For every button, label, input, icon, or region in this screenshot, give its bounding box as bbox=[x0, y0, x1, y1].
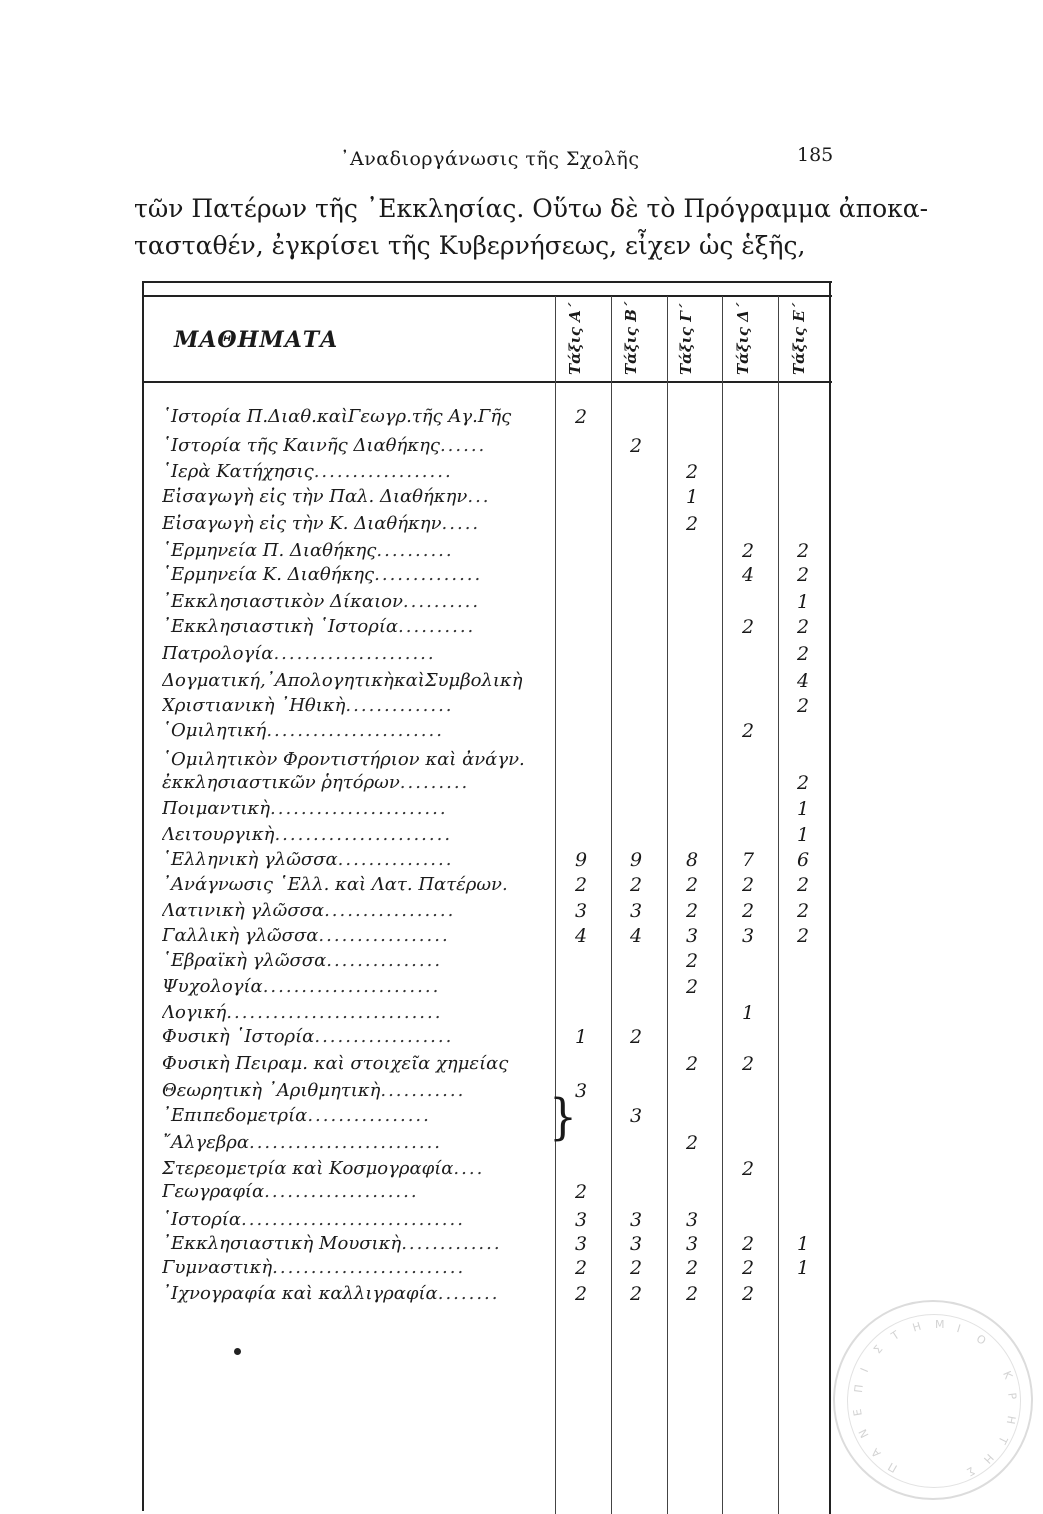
hours-value: 8 bbox=[685, 849, 699, 871]
subject-row bbox=[162, 404, 554, 430]
subject-name: Εἰσαγωγὴ εἰς τὴν Κ. Διαθήκην bbox=[162, 513, 442, 534]
running-title: ᾿Αναδιοργάνωσις τῆς Σχολῆς bbox=[340, 148, 640, 170]
subject-name: Δογματική,᾿ΑπολογητικὴκαὶΣυμβολικὴ bbox=[162, 670, 523, 691]
leader-dots: ........... bbox=[380, 1080, 466, 1101]
leader-dots: .................. bbox=[314, 1026, 454, 1047]
subject-row bbox=[162, 1255, 554, 1281]
column-divider bbox=[611, 296, 612, 1514]
leader-dots: .......... bbox=[402, 591, 481, 612]
hours-value: 2 bbox=[685, 461, 699, 483]
leader-dots: .......... bbox=[398, 616, 476, 637]
hours-value: 2 bbox=[685, 900, 699, 922]
leader-dots: ..... bbox=[441, 513, 481, 534]
subject-name: ῾Ιερὰ Κατήχησις bbox=[162, 461, 314, 482]
subject-name: ἐκκλησιαστικῶν ῥητόρων bbox=[162, 772, 400, 793]
subject-name: ᾿Εκκλησιαστικὸν Δίκαιον bbox=[162, 591, 403, 612]
subject-row bbox=[162, 1281, 554, 1307]
hours-value: 2 bbox=[629, 1283, 643, 1305]
subject-row bbox=[162, 872, 554, 898]
hours-value: 3 bbox=[629, 1233, 643, 1255]
hours-value: 2 bbox=[741, 900, 755, 922]
subject-row bbox=[162, 974, 554, 1000]
hours-value: 3 bbox=[574, 1080, 588, 1102]
subject-row bbox=[162, 770, 554, 796]
hours-value: 2 bbox=[796, 695, 810, 717]
subject-row bbox=[162, 923, 554, 949]
hours-value: 3 bbox=[685, 1209, 699, 1231]
hours-value: 2 bbox=[685, 1257, 699, 1279]
leader-dots: .................... bbox=[264, 1181, 419, 1202]
hours-value: 2 bbox=[685, 1283, 699, 1305]
hours-value: 2 bbox=[685, 1053, 699, 1075]
hours-value: 2 bbox=[796, 874, 810, 896]
subject-row bbox=[162, 562, 554, 588]
brace: } bbox=[549, 1089, 577, 1146]
subject-name: Θεωρητικὴ ᾿Αριθμητικὴ bbox=[162, 1080, 381, 1101]
running-head bbox=[0, 144, 1043, 178]
leader-dots: ............................. bbox=[241, 1209, 465, 1230]
hours-value: 9 bbox=[574, 849, 588, 871]
subject-name: Ψυχολογία bbox=[162, 976, 263, 997]
leader-dots: ....................... bbox=[270, 798, 448, 819]
subject-row bbox=[162, 1024, 554, 1050]
subject-name: ῾Εβραϊκὴ γλῶσσα bbox=[162, 950, 327, 971]
leader-dots: ..................... bbox=[273, 643, 436, 664]
leader-dots: . bbox=[502, 874, 510, 895]
subject-row bbox=[162, 511, 554, 537]
hours-value: 2 bbox=[685, 976, 699, 998]
hours-value: 2 bbox=[629, 1257, 643, 1279]
subject-name: ᾿Εκκλησιαστικὴ ῾Ιστορία bbox=[162, 616, 399, 637]
subject-name: ῾Ιστορία τῆς Καινῆς Διαθήκης bbox=[162, 435, 440, 456]
subject-name: ᾿Επιπεδομετρία bbox=[162, 1105, 308, 1126]
hours-value: 2 bbox=[741, 1158, 755, 1180]
subject-row bbox=[162, 459, 554, 485]
hours-value: 2 bbox=[741, 1257, 755, 1279]
class-header-d: Τάξις Δ΄ bbox=[734, 302, 752, 375]
hours-value: 9 bbox=[629, 849, 643, 871]
subject-row bbox=[162, 1000, 554, 1026]
hours-value: 4 bbox=[574, 925, 588, 947]
hours-value: 2 bbox=[629, 874, 643, 896]
hours-value: 4 bbox=[741, 564, 755, 586]
leader-dots: ......... bbox=[399, 772, 470, 793]
column-divider bbox=[555, 296, 556, 1514]
hours-value: 7 bbox=[741, 849, 755, 871]
hours-value: 2 bbox=[574, 874, 588, 896]
hours-value: 2 bbox=[741, 616, 755, 638]
subject-row bbox=[162, 948, 554, 974]
subject-name: Γαλλικὴ γλῶσσα bbox=[162, 925, 319, 946]
subject-name: ᾿Εκκλησιαστικὴ Μουσικὴ bbox=[162, 1233, 402, 1254]
hours-value: 2 bbox=[741, 540, 755, 562]
stamp-ring bbox=[847, 1314, 1021, 1488]
hours-value: 2 bbox=[685, 1132, 699, 1154]
leader-dots: ....................... bbox=[262, 976, 441, 997]
hours-value: 4 bbox=[796, 670, 810, 692]
hours-value: 3 bbox=[574, 1209, 588, 1231]
leader-dots: ................ bbox=[307, 1105, 431, 1126]
hours-value: 2 bbox=[796, 616, 810, 638]
hours-value: 6 bbox=[796, 849, 810, 871]
hours-value: 2 bbox=[574, 1257, 588, 1279]
subject-name: Φυσικὴ ῾Ιστορία bbox=[162, 1026, 315, 1047]
leader-dots: .... bbox=[453, 1158, 485, 1179]
hours-value: 1 bbox=[741, 1002, 755, 1024]
subject-name: Γεωγραφία bbox=[162, 1181, 265, 1202]
leader-dots: ............. bbox=[401, 1233, 502, 1254]
hours-value: 1 bbox=[796, 1257, 810, 1279]
hours-value: 1 bbox=[796, 591, 810, 613]
subject-name: ῾Ιστορία Π.Διαθ.καὶΓεωγρ.τῆς Αγ.Γῆς bbox=[162, 406, 512, 427]
subject-name: ῎Αλγεβρα bbox=[162, 1132, 249, 1153]
subject-row bbox=[162, 668, 567, 694]
leader-dots: ......................... bbox=[248, 1132, 443, 1153]
hours-value: 2 bbox=[741, 874, 755, 896]
hours-value: 2 bbox=[741, 1283, 755, 1305]
leader-dots: ................. bbox=[324, 900, 456, 921]
subject-name: ῾Ερμηνεία Κ. Διαθήκης bbox=[162, 564, 375, 585]
subject-name: ῾Ομιλητική bbox=[162, 720, 267, 741]
subject-row bbox=[162, 796, 554, 822]
leader-dots: ....................... bbox=[266, 720, 444, 741]
hours-value: 2 bbox=[741, 1053, 755, 1075]
hours-value: 2 bbox=[796, 900, 810, 922]
class-header-a: Τάξις Α΄ bbox=[566, 302, 584, 375]
subject-name: ῾Ερμηνεία Π. Διαθήκης bbox=[162, 540, 377, 561]
leader-dots: ............... bbox=[326, 950, 443, 971]
leader-dots: .......... bbox=[376, 540, 454, 561]
hours-value: 3 bbox=[629, 1209, 643, 1231]
subject-name: Γυμναστικὴ bbox=[162, 1257, 273, 1278]
subject-row bbox=[162, 589, 554, 615]
intro-paragraph bbox=[134, 190, 929, 264]
leader-dots: ................. bbox=[318, 925, 450, 946]
subject-row bbox=[162, 1207, 554, 1233]
hours-value: 2 bbox=[574, 1283, 588, 1305]
table-right-border bbox=[829, 281, 831, 1514]
hours-value: 2 bbox=[796, 540, 810, 562]
class-header-e: Τάξις Ε΄ bbox=[790, 302, 808, 375]
subject-name: Στερεομετρία καὶ Κοσμογραφία bbox=[162, 1158, 454, 1179]
hours-value: 1 bbox=[796, 798, 810, 820]
leader-dots: ....................... bbox=[274, 824, 453, 845]
column-divider bbox=[778, 296, 779, 1514]
leader-dots: ... bbox=[467, 486, 491, 507]
class-header-b: Τάξις Β΄ bbox=[622, 301, 640, 375]
hours-value: 2 bbox=[796, 772, 810, 794]
leader-dots: ........ bbox=[437, 1283, 500, 1304]
hours-value: 3 bbox=[741, 925, 755, 947]
leader-dots: .................. bbox=[313, 461, 453, 482]
subject-row bbox=[162, 538, 554, 564]
subject-name: Χριστιανικὴ ᾿Ηθικὴ bbox=[162, 695, 346, 716]
hours-value: 3 bbox=[629, 1105, 643, 1127]
subject-name: Πατρολογία bbox=[162, 643, 274, 664]
subject-row bbox=[162, 1078, 554, 1104]
subject-row bbox=[162, 1231, 554, 1257]
intro-line-2: τασταθέν, ἐγκρίσει τῆς Κυβερνήσεως, εἶχεν ὡς ἑξῆς, bbox=[134, 231, 806, 260]
class-header-c: Τάξις Γ΄ bbox=[677, 303, 695, 375]
subject-row bbox=[162, 898, 554, 924]
hours-value: 3 bbox=[629, 900, 643, 922]
subject-row bbox=[162, 1051, 567, 1077]
subject-name: Ποιμαντικὴ bbox=[162, 798, 270, 819]
subject-row bbox=[162, 1179, 554, 1205]
hours-value: 2 bbox=[796, 925, 810, 947]
page-number: 185 bbox=[797, 144, 834, 166]
subject-name: ῾Ιστορία bbox=[162, 1209, 241, 1230]
subject-row bbox=[162, 847, 554, 873]
bullet-mark bbox=[234, 1348, 241, 1355]
library-stamp: Π Α Ν Ε Π Ι Σ Τ Η Μ Ι Ο Κ Ρ Η Τ Η Σ bbox=[833, 1300, 1033, 1500]
hours-value: 2 bbox=[685, 513, 699, 535]
leader-dots: ............... bbox=[337, 849, 454, 870]
leader-dots: ......................... bbox=[272, 1257, 466, 1278]
subject-name: Φυσικὴ Πειραμ. καὶ στοιχεῖα χημείας bbox=[162, 1053, 509, 1074]
subject-row bbox=[162, 614, 554, 640]
subject-row bbox=[162, 641, 554, 667]
hours-value: 2 bbox=[685, 950, 699, 972]
subject-row bbox=[162, 1103, 554, 1129]
leader-dots: ...... bbox=[439, 435, 487, 456]
subject-row bbox=[162, 1130, 554, 1156]
leader-dots: .............. bbox=[345, 695, 454, 716]
subject-row bbox=[162, 484, 554, 510]
subject-name: ῾Ομιλητικὸν Φροντιστήριον καὶ ἀνάγν. bbox=[162, 749, 525, 770]
hours-value: 2 bbox=[574, 406, 588, 428]
hours-value: 2 bbox=[685, 874, 699, 896]
hours-value: 2 bbox=[629, 435, 643, 457]
subject-name: ῾Ελληνικὴ γλῶσσα bbox=[162, 849, 338, 870]
subject-row bbox=[162, 822, 554, 848]
subject-row bbox=[162, 693, 554, 719]
leader-dots: .............. bbox=[374, 564, 483, 585]
subject-name: Λογική bbox=[162, 1002, 227, 1023]
hours-value: 1 bbox=[796, 824, 810, 846]
subject-name: Λατινικὴ γλῶσσα bbox=[162, 900, 325, 921]
hours-value: 1 bbox=[796, 1233, 810, 1255]
hours-value: 2 bbox=[796, 564, 810, 586]
hours-value: 3 bbox=[574, 1233, 588, 1255]
column-divider bbox=[667, 296, 668, 1514]
leader-dots: ............................ bbox=[226, 1002, 443, 1023]
subject-column-heading: ΜΑΘΗΜΑΤΑ bbox=[174, 327, 339, 353]
hours-value: 2 bbox=[796, 643, 810, 665]
hours-value: 1 bbox=[574, 1026, 588, 1048]
subject-name: ᾿Ιχνογραφία καὶ καλλιγραφία bbox=[162, 1283, 438, 1304]
intro-line-1: τῶν Πατέρων τῆς ᾿Εκκλησίας. Οὕτω δὲ τὸ Πρόγραμμα ἀποκα- bbox=[134, 194, 929, 223]
subject-row bbox=[162, 718, 554, 744]
subject-row bbox=[162, 433, 554, 459]
hours-value: 4 bbox=[629, 925, 643, 947]
column-divider bbox=[722, 296, 723, 1514]
subject-name: Λειτουργικὴ bbox=[162, 824, 275, 845]
hours-value: 2 bbox=[741, 720, 755, 742]
subject-name: ᾿Ανάγνωσις ῾Ελλ. καὶ Λατ. Πατέρων bbox=[162, 874, 502, 895]
hours-value: 1 bbox=[685, 486, 699, 508]
hours-value: 2 bbox=[629, 1026, 643, 1048]
hours-value: 3 bbox=[685, 1233, 699, 1255]
hours-value: 2 bbox=[741, 1233, 755, 1255]
hours-value: 2 bbox=[574, 1181, 588, 1203]
subject-name: Εἰσαγωγὴ εἰς τὴν Παλ. Διαθήκην bbox=[162, 486, 468, 507]
hours-value: 3 bbox=[685, 925, 699, 947]
hours-value: 3 bbox=[574, 900, 588, 922]
